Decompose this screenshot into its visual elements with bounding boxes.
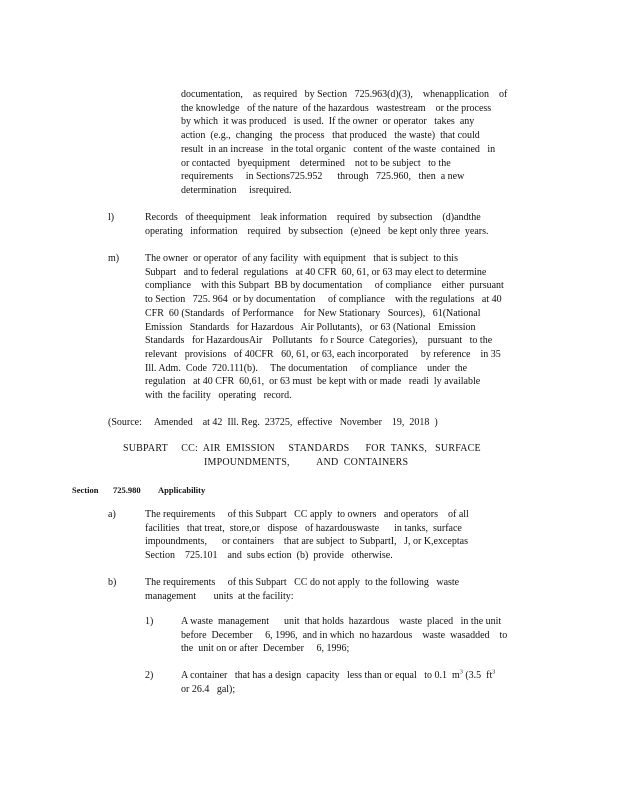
item-b1-paragraph	[181, 615, 533, 656]
text-line: A waste management unit that holds hazardous waste placed in the unit	[181, 616, 502, 627]
text-line: The requirements of this Subpart CC do not apply to the following waste	[145, 577, 460, 588]
text-line: Ill. Adm. Code 720.111(b). The documentation of compliance under the	[145, 362, 468, 374]
text-line: Subpart and to federal regulations at 40 CFR 60, 61, or 63 may elect to determine	[145, 266, 487, 278]
text-line: relevant provisions of 40CFR 60, 61, or 63, each incorporated by reference in 35	[145, 348, 501, 360]
subpart-heading-line1: SUBPART CC: AIR EMISSION STANDARDS FOR TANKS, SURFACE	[123, 443, 481, 454]
item-l-label: l)	[108, 212, 115, 223]
superscript: 3	[492, 669, 496, 676]
text-line: regulation at 40 CFR 60,61, or 63 must be kept with or made readi ly available	[145, 376, 481, 388]
text-line: before December 6, 1996, and in which no hazardous waste wasadded to	[181, 629, 508, 641]
text-line: the knowledge of the nature of the hazardous wastestream or the process	[181, 102, 492, 114]
text-line: or contacted byequipment determined not to be subject to the	[181, 157, 451, 169]
superscript: 3	[459, 669, 463, 676]
text-line: result in an increase in the total organic content of the waste contained in	[181, 143, 496, 155]
section-title: Applicability	[158, 485, 206, 495]
text-line	[181, 669, 537, 683]
text-line: impoundments, or containers that are subject to SubpartI, J, or K,exceptas	[145, 536, 468, 548]
text-line: the unit on or after December 6, 1996;	[181, 643, 350, 655]
item-a-label: a)	[108, 509, 116, 520]
item-b1-label: 1)	[145, 616, 154, 627]
text-line: The owner or operator of any facility with equipment that is subject to this	[145, 253, 458, 264]
text-line: management units at the facility:	[145, 590, 294, 602]
text-line: to Section 725. 964 or by documentation of compliance with the regulations at 40	[145, 294, 502, 306]
text-line: by which it was produced is used. If the owner or operator takes any	[181, 116, 475, 128]
text-line: determination isrequired.	[181, 184, 292, 196]
item-l-paragraph	[145, 211, 535, 238]
text-line: facilities that treat, store,or dispose of hazardouswaste in tanks, surface	[145, 522, 462, 534]
item-a-paragraph	[145, 508, 501, 563]
item-b-label: b)	[108, 577, 117, 588]
item-m-paragraph	[145, 252, 537, 403]
section-number: 725.980	[113, 485, 141, 495]
source-note: (Source: Amended at 42 Ill. Reg. 23725, effective November 19, 2018 )	[108, 417, 438, 428]
continuation-paragraph	[181, 88, 533, 198]
text-line: compliance with this Subpart BB by documentation of compliance either pursuant	[145, 280, 504, 292]
subpart-heading-line2: IMPOUNDMENTS, AND CONTAINERS	[204, 457, 409, 468]
text-line: The requirements of this Subpart CC apply to owners and operators of all	[145, 509, 469, 520]
text-line: Section 725.101 and subs ection (b) provide otherwise.	[145, 550, 393, 562]
text-line: Records of theequipment leak information required by subsection (d)andthe	[145, 212, 481, 223]
text-fragment: (3.5 ft	[462, 670, 493, 681]
section-label: Section	[72, 485, 99, 495]
text-line: CFR 60 (Standards of Performance for New Stationary Sources), 61(National	[145, 307, 481, 319]
text-line: Emission Standards for Hazardous Air Pollutants), or 63 (National Emission	[145, 321, 476, 333]
text-line: with the facility operating record.	[145, 390, 292, 402]
item-m-label: m)	[108, 253, 120, 264]
item-b-paragraph	[145, 576, 493, 603]
item-b2-paragraph	[181, 669, 537, 696]
text-line: or 26.4 gal);	[181, 683, 236, 695]
text-line: operating information required by subsection (e)need be kept only three years.	[145, 225, 489, 237]
text-line: documentation, as required by Section 725.963(d)(3), whenapplication of	[181, 89, 508, 100]
text-fragment: A container that has a design capacity less than or equal to 0.1 m	[181, 670, 460, 681]
text-line: action (e.g., changing the process that produced the waste) that could	[181, 130, 480, 142]
text-line: Standards for HazardousAir Pollutants fo r Source Categories), pursuant to the	[145, 335, 493, 347]
item-b2-label: 2)	[145, 670, 154, 681]
text-line: requirements in Sections725.952 through 725.960, then a new	[181, 171, 465, 183]
